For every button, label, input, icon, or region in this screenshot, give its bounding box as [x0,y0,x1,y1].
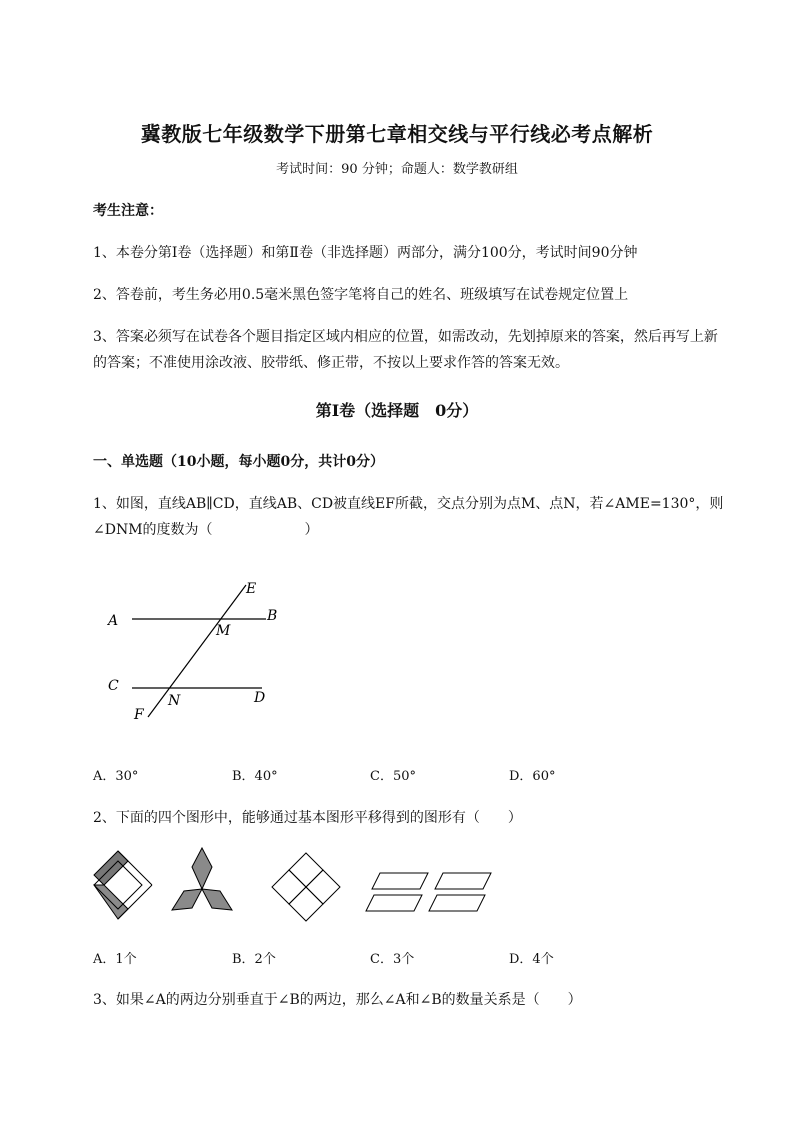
line-ef [148,585,246,717]
question-type-heading: 一、单选题（10小题，每小题0分，共计0分） [93,454,384,470]
notice-item-3: 3、答案必须写在试卷各个题目指定区域内相应的位置，如需改动，先划掉原来的答案，然后再写上新 [93,329,718,345]
label-c: C [108,678,119,694]
option-c[interactable]: C．3个 [370,952,415,967]
label-b: B [267,608,278,624]
translation-figures [88,845,498,925]
question-1-close: ） [304,522,319,538]
notice-item-2: 2、答卷前，考生务必用0.5毫米黑色签字笔将自己的姓名、班级填写在试卷规定位置上 [93,287,629,303]
exam-info: 考试时间：90 分钟；命题人：数学教研组 [276,162,518,177]
parallel-lines-figure [100,575,300,725]
label-d: D [254,690,266,706]
question-1-prompt: ∠DNM的度数为（ [93,522,213,538]
figure-four-parallelograms [366,873,491,911]
figure-square-frame [94,851,152,919]
label-f: F [134,707,144,723]
option-d[interactable]: D．60° [509,769,556,784]
label-m: M [216,623,231,639]
question-3-text: 3、如果∠A的两边分别垂直于∠B的两边，那么∠A和∠B的数量关系是（ ） [93,992,582,1008]
notice-heading: 考生注意： [93,203,163,219]
notice-item-1: 1、本卷分第Ⅰ卷（选择题）和第Ⅱ卷（非选择题）两部分，满分100分，考试时间90分钟 [93,245,638,261]
option-c[interactable]: C．50° [370,769,416,784]
page-title: 冀教版七年级数学下册第七章相交线与平行线必考点解析 [140,122,654,146]
notice-item-3-cont: 的答案；不准使用涂改液、胶带纸、修正带，不按以上要求作答的答案无效。 [93,355,569,371]
label-a: A [108,613,119,629]
label-n: N [168,693,181,709]
question-1-line2 [93,519,319,539]
option-b[interactable]: B．2个 [232,952,276,967]
option-d[interactable]: D．4个 [509,952,554,967]
figure-four-squares [272,853,340,921]
question-2-text: 2、下面的四个图形中，能够通过基本图形平移得到的图形有（ ） [93,810,522,826]
option-a[interactable]: A．1个 [93,952,137,967]
figure-three-rhombi [172,848,232,910]
option-a[interactable]: A．30° [93,769,139,784]
option-b[interactable]: B．40° [232,769,278,784]
label-e: E [246,581,257,597]
section-title: 第Ⅰ卷（选择题 0分） [315,401,479,420]
question-1-line1: 1、如图，直线AB∥CD，直线AB、CD被直线EF所截，交点分别为点M、点N，若∠AME=130°，则 [93,496,724,512]
